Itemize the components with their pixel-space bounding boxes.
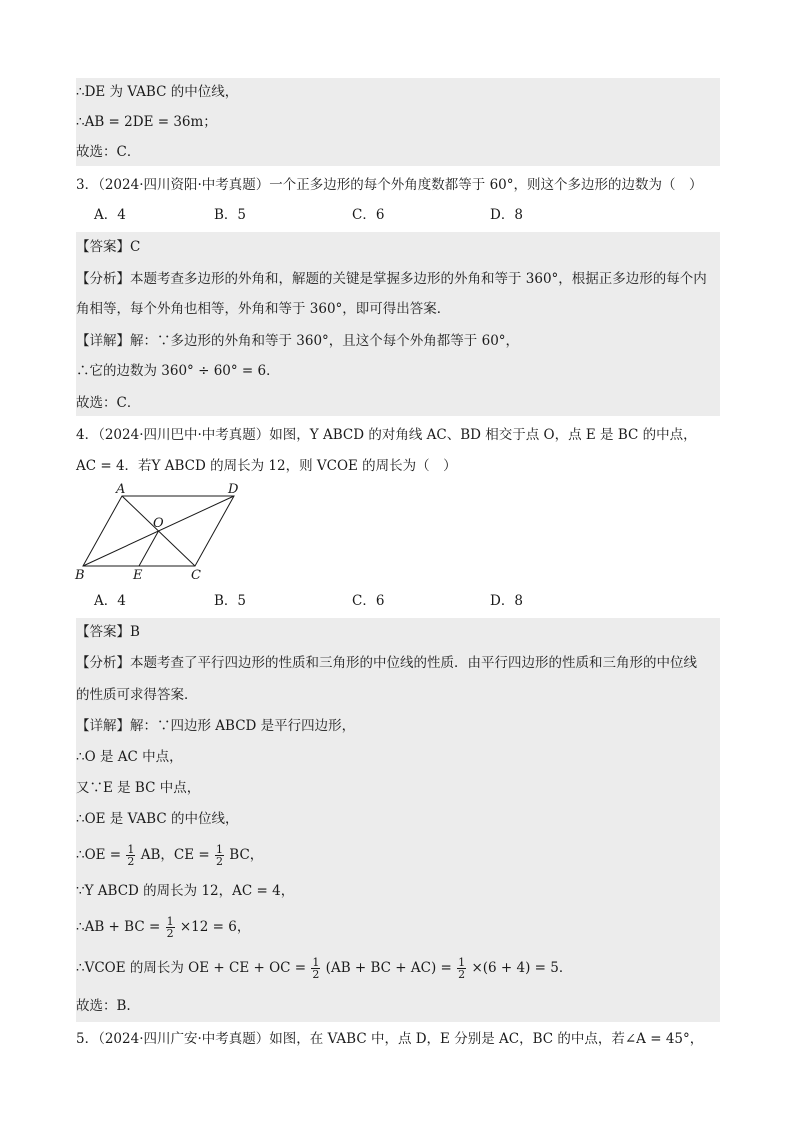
detail-line: 【详解】解：∵多边形的外角和等于 360°，且这个每个外角都等于 60°， <box>76 333 520 349</box>
label-b: B <box>75 568 85 583</box>
detail-line: ∴OE 是 VABC 的中位线， <box>76 811 239 827</box>
label-d: D <box>228 482 239 497</box>
option-c: C．6 <box>352 593 385 609</box>
segment-oe <box>139 531 159 566</box>
detail-line: ∵Y ABCD 的周长为 12，AC = 4， <box>76 883 295 899</box>
question-4-stem: AC = 4．若Y ABCD 的周长为 12，则 VCOE 的周长为（ ） <box>76 458 457 474</box>
detail-line: ∴它的边数为 360° ÷ 60° = 6． <box>76 363 280 379</box>
fraction-numerator: 1 <box>458 956 466 969</box>
option-a: A．4 <box>94 593 126 609</box>
analysis-line: 【分析】本题考查了平行四边形的性质和三角形的中位线的性质．由平行四边形的性质和三角形的中位线 <box>76 655 697 671</box>
option-d: D．8 <box>490 593 523 609</box>
question-3-stem: 3．（2024·四川资阳·中考真题）一个正多边形的每个外角度数都等于 60°，则这个多边形的边数为（ ） <box>76 177 703 193</box>
fraction-numerator: 1 <box>127 843 135 856</box>
fraction <box>457 957 466 980</box>
fraction <box>166 916 175 939</box>
fraction <box>215 844 224 867</box>
answer-line: 【答案】B <box>76 624 140 640</box>
label-e: E <box>133 568 143 583</box>
option-b: B．5 <box>214 207 247 223</box>
fraction-denominator: 2 <box>127 855 135 868</box>
formula-part: AB，CE = <box>140 847 210 863</box>
detail-line: ∴O 是 AC 中点， <box>76 749 183 765</box>
fraction-denominator: 2 <box>458 968 466 981</box>
option-c: C．6 <box>352 207 385 223</box>
formula-part: ×12 = 6， <box>179 919 251 935</box>
option-b: B．5 <box>214 593 247 609</box>
fraction <box>311 957 320 980</box>
detail-line: 又∵E 是 BC 中点， <box>76 780 201 796</box>
question-5-stem: 5．（2024·四川广安·中考真题）如图，在 VABC 中，点 D，E 分别是 AC，BC 的中点，若∠A = 45°， <box>76 1031 704 1047</box>
formula-part: ∴AB + BC = <box>76 919 161 935</box>
question-3-options <box>76 202 720 228</box>
analysis-line: 【分析】本题考查多边形的外角和，解题的关键是掌握多边形的外角和等于 360°，根据正多边形的每个内 <box>76 271 707 287</box>
formula-part: (AB + BC + AC) = <box>325 960 452 976</box>
analysis-line: 的性质可求得答案． <box>76 687 198 703</box>
fraction-denominator: 2 <box>166 927 174 940</box>
label-c: C <box>191 568 201 583</box>
choice-line: 故选：B. <box>76 998 131 1014</box>
formula-part: ×(6 + 4) = 5． <box>471 960 573 976</box>
question-4-options <box>76 588 720 614</box>
fraction-denominator: 2 <box>312 968 320 981</box>
solution-line: ∴DE 为 VABC 的中位线， <box>76 84 239 100</box>
analysis-line: 角相等，每个外角也相等，外角和等于 360°，即可得出答案． <box>76 301 451 317</box>
parallelogram-figure <box>70 480 250 585</box>
formula-part: BC， <box>229 847 264 863</box>
fraction-numerator: 1 <box>312 956 320 969</box>
question-4-stem: 4．（2024·四川巴中·中考真题）如图，Y ABCD 的对角线 AC、BD 相交于点 O，点 E 是 BC 的中点， <box>76 427 697 443</box>
fraction-denominator: 2 <box>215 855 223 868</box>
formula-part: ∴VCOE 的周长为 OE + CE + OC = <box>76 960 307 976</box>
label-o: O <box>153 516 164 531</box>
fraction <box>126 844 135 867</box>
label-a: A <box>116 482 126 497</box>
solution-line: ∴AB = 2DE = 36m； <box>76 114 217 130</box>
choice-line: 故选：C． <box>76 395 141 411</box>
detail-line: 【详解】解：∵四边形 ABCD 是平行四边形， <box>76 718 356 734</box>
solution-line: 故选：C． <box>76 144 141 160</box>
answer-line: 【答案】C <box>76 239 141 255</box>
formula-part: ∴OE = <box>76 847 122 863</box>
option-a: A．4 <box>94 207 126 223</box>
option-d: D．8 <box>490 207 523 223</box>
fraction-numerator: 1 <box>215 843 223 856</box>
detail-line-fraction <box>76 912 720 942</box>
detail-line-fraction <box>76 840 720 870</box>
detail-line-fraction <box>76 953 720 983</box>
fraction-numerator: 1 <box>166 915 174 928</box>
